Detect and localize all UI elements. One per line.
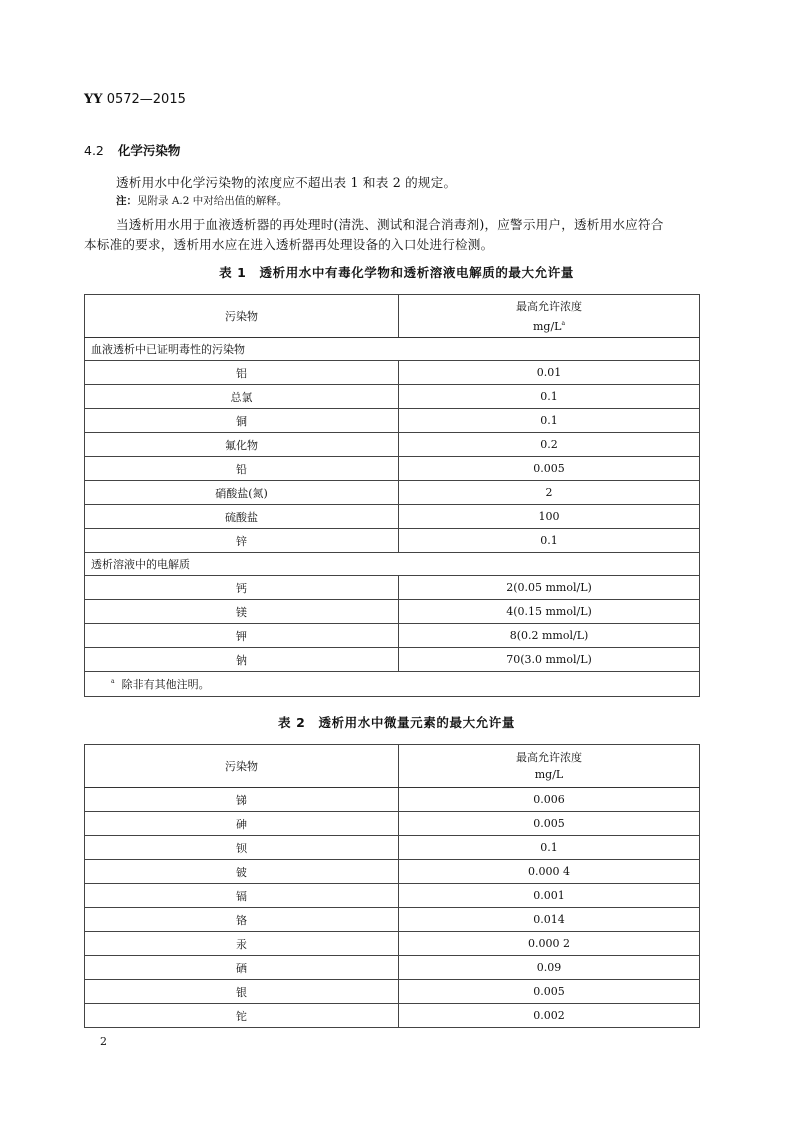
max-concentration: 0.1 xyxy=(399,409,700,433)
table-2-col2-header xyxy=(399,745,700,788)
note-text: 见附录 A.2 中对给出值的解释。 xyxy=(137,195,288,207)
table-row xyxy=(85,836,700,860)
table-1-col2-header xyxy=(399,295,700,338)
max-concentration: 100 xyxy=(399,505,700,529)
table-1-header-row xyxy=(85,295,700,338)
max-concentration: 0.005 xyxy=(399,812,700,836)
element-name: 砷 xyxy=(85,812,399,836)
table-row xyxy=(85,908,700,932)
document-code xyxy=(84,92,186,107)
footnote-text: 除非有其他注明。 xyxy=(121,678,210,691)
max-concentration: 0.1 xyxy=(399,836,700,860)
table-row xyxy=(85,956,700,980)
section-number: 4.2 xyxy=(84,143,104,158)
contaminant-name: 硫酸盐 xyxy=(85,505,399,529)
table-row xyxy=(85,860,700,884)
note-label: 注： xyxy=(116,195,137,207)
element-name: 银 xyxy=(85,980,399,1004)
table-row xyxy=(85,385,700,409)
table-row xyxy=(85,361,700,385)
col2-header-line1: 最高允许浓度 xyxy=(516,751,582,764)
max-concentration: 0.001 xyxy=(399,884,700,908)
paragraph-2-line-2: 本标准的要求，透析用水应在进入透析器再处理设备的入口处进行检测。 xyxy=(84,237,494,252)
section-title: 化学污染物 xyxy=(117,143,181,158)
element-name: 镉 xyxy=(85,884,399,908)
max-concentration: 0.014 xyxy=(399,908,700,932)
table-1-caption: 表 1 透析用水中有毒化学物和透析溶液电解质的最大允许量 xyxy=(219,265,574,280)
table-2-header-row xyxy=(85,745,700,788)
electrolyte-name: 镁 xyxy=(85,600,399,624)
table-row xyxy=(85,624,700,648)
table-row xyxy=(85,457,700,481)
max-concentration: 0.005 xyxy=(399,457,700,481)
element-name: 铊 xyxy=(85,1004,399,1028)
max-concentration: 2(0.05 mmol/L) xyxy=(399,576,700,600)
table-1-section-row xyxy=(85,553,700,576)
max-concentration: 0.005 xyxy=(399,980,700,1004)
table-row xyxy=(85,505,700,529)
contaminant-name: 氟化物 xyxy=(85,433,399,457)
element-name: 汞 xyxy=(85,932,399,956)
max-concentration: 0.01 xyxy=(399,361,700,385)
section-2-title: 透析溶液中的电解质 xyxy=(85,553,700,576)
col2-header-line1: 最高允许浓度 xyxy=(516,299,582,313)
table-1-footnote xyxy=(85,672,700,697)
max-concentration: 0.000 2 xyxy=(399,932,700,956)
table-row xyxy=(85,812,700,836)
element-name: 锑 xyxy=(85,788,399,812)
page-number: 2 xyxy=(100,1035,107,1048)
element-name: 硒 xyxy=(85,956,399,980)
table-row xyxy=(85,884,700,908)
element-name: 铬 xyxy=(85,908,399,932)
max-concentration: 0.1 xyxy=(399,529,700,553)
doc-code-prefix: YY xyxy=(84,92,103,107)
max-concentration: 0.000 4 xyxy=(399,860,700,884)
element-name: 钡 xyxy=(85,836,399,860)
contaminant-name: 铝 xyxy=(85,361,399,385)
table-2-caption: 表 2 透析用水中微量元素的最大允许量 xyxy=(278,715,515,730)
max-concentration: 0.002 xyxy=(399,1004,700,1028)
footnote-marker: a xyxy=(561,319,566,327)
note xyxy=(116,193,287,208)
electrolyte-name: 钙 xyxy=(85,576,399,600)
section-heading xyxy=(84,141,180,159)
table-1-section-row xyxy=(85,338,700,361)
table-row xyxy=(85,576,700,600)
max-concentration: 0.1 xyxy=(399,385,700,409)
table-row xyxy=(85,600,700,624)
table-row xyxy=(85,1004,700,1028)
contaminant-name: 铜 xyxy=(85,409,399,433)
max-concentration: 70(3.0 mmol/L) xyxy=(399,648,700,672)
max-concentration: 4(0.15 mmol/L) xyxy=(399,600,700,624)
table-row xyxy=(85,788,700,812)
table-row xyxy=(85,529,700,553)
table-row xyxy=(85,980,700,1004)
table-row xyxy=(85,481,700,505)
max-concentration: 0.006 xyxy=(399,788,700,812)
table-2 xyxy=(84,744,700,1028)
contaminant-name: 硝酸盐(氮) xyxy=(85,481,399,505)
table-row xyxy=(85,409,700,433)
electrolyte-name: 钾 xyxy=(85,624,399,648)
element-name: 铍 xyxy=(85,860,399,884)
contaminant-name: 总氯 xyxy=(85,385,399,409)
col2-header-line2: mg/L xyxy=(532,319,562,333)
table-row xyxy=(85,648,700,672)
table-1-footnote-row xyxy=(85,672,700,697)
table-1 xyxy=(84,294,700,697)
col2-header-line2: mg/L xyxy=(534,768,564,781)
section-1-title: 血液透析中已证明毒性的污染物 xyxy=(85,338,700,361)
max-concentration: 0.2 xyxy=(399,433,700,457)
max-concentration: 0.09 xyxy=(399,956,700,980)
max-concentration: 8(0.2 mmol/L) xyxy=(399,624,700,648)
table-2-col1-header: 污染物 xyxy=(85,745,399,788)
max-concentration: 2 xyxy=(399,481,700,505)
table-row xyxy=(85,433,700,457)
contaminant-name: 锌 xyxy=(85,529,399,553)
electrolyte-name: 钠 xyxy=(85,648,399,672)
contaminant-name: 铅 xyxy=(85,457,399,481)
table-row xyxy=(85,932,700,956)
paragraph-2-line-1: 当透析用水用于血液透析器的再处理时(清洗、测试和混合消毒剂)，应警示用户，透析用水应符合 xyxy=(116,217,664,232)
paragraph-1: 透析用水中化学污染物的浓度应不超出表 1 和表 2 的规定。 xyxy=(116,175,457,190)
doc-number: 0572—2015 xyxy=(106,92,186,107)
footnote-mark: a xyxy=(111,678,115,685)
table-1-col1-header: 污染物 xyxy=(85,295,399,338)
